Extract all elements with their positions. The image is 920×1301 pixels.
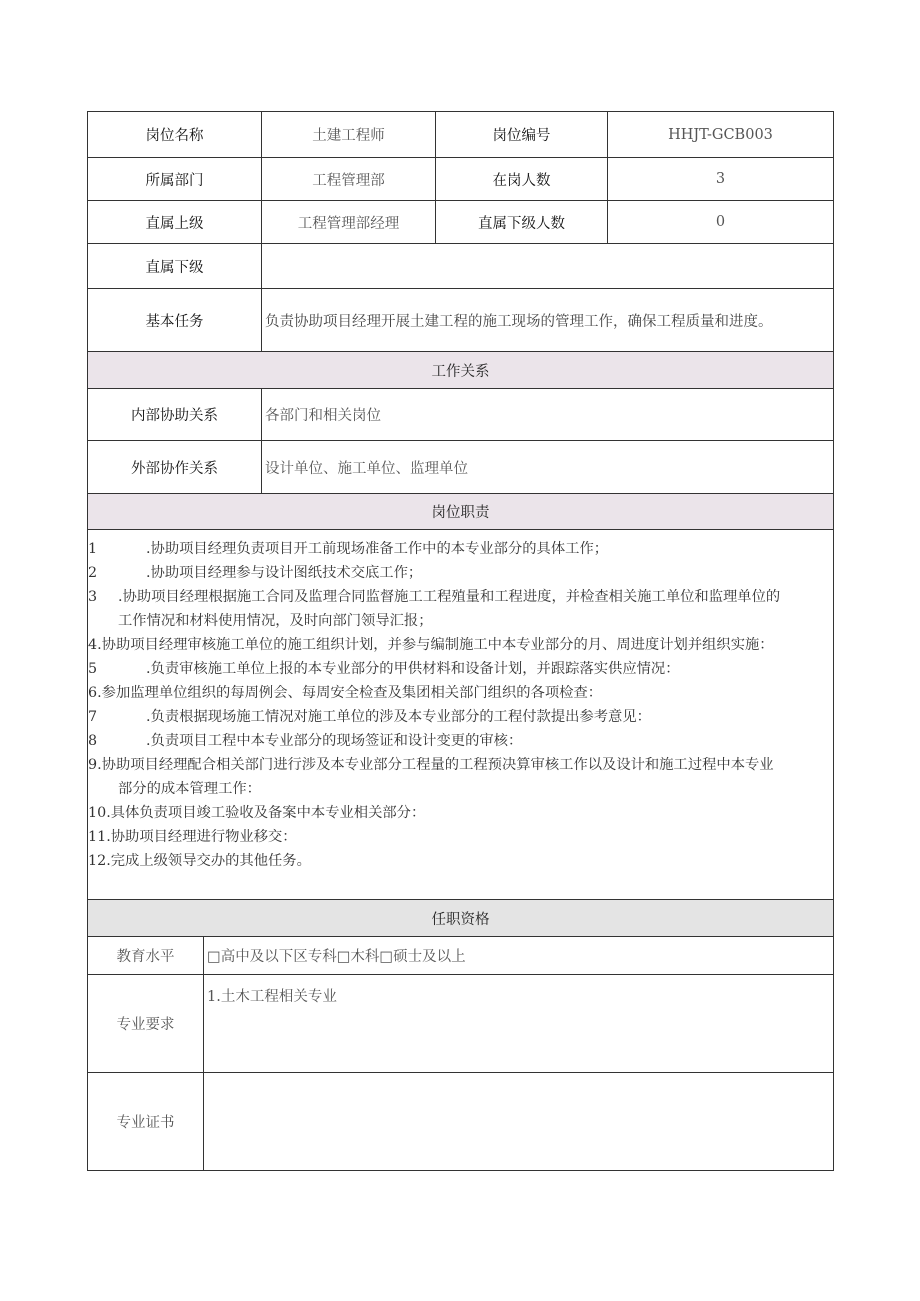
headcount-value: 3 [607,157,834,201]
duty-text: .负责项目工程中本专业部分的现场签证和设计变更的审核： [146,733,523,749]
position-name-value: 土建工程师 [261,111,436,158]
duty-item [88,681,833,705]
superior-value: 工程管理部经理 [261,200,436,244]
duty-number: 7 [88,709,98,725]
internal-relations-value: 各部门和相关岗位 [261,388,834,441]
duty-text: .协助项目经理审核施工单位的施工组织计划，并参与编制施工中本专业部分的月、周进度计划并组织实施： [97,637,774,653]
internal-relations-label: 内部协助关系 [87,388,262,441]
duty-item [88,585,833,609]
duty-number: 8 [88,733,98,749]
certificate-label: 专业证书 [87,1072,204,1171]
task-label: 基本任务 [87,288,262,352]
duty-continuation: 工作情况和材料使用情况，及时向部门领导汇报； [118,613,433,629]
position-code-value: HHJT-GCB003 [607,111,834,158]
duty-text: .完成上级领导交办的其他任务。 [106,853,311,869]
duty-item [88,537,833,561]
duty-text: .协助项目经理进行物业移交： [106,829,297,845]
duty-item [88,801,833,825]
duty-number: 4 [88,637,98,653]
duty-item [88,657,833,681]
duty-item [88,849,833,873]
duty-text: .具体负责项目竣工验收及备案中本专业相关部分： [106,805,426,821]
duty-text: .负责根据现场施工情况对施工单位的涉及本专业部分的工程付款提出参考意见： [146,709,651,725]
external-relations-label: 外部协作关系 [87,440,262,494]
duty-number: 3 [88,589,98,605]
department-value: 工程管理部 [261,157,436,201]
duty-item [88,633,833,657]
duties-list [87,529,834,900]
duty-number: 11 [88,829,107,845]
subordinate-value [261,243,834,289]
major-label: 专业要求 [87,974,204,1073]
subordinate-count-label: 直属下级人数 [435,200,608,244]
headcount-label: 在岗人数 [435,157,608,201]
duty-item [88,753,833,777]
duties-header: 岗位职责 [87,493,834,530]
duty-number: 5 [88,661,98,677]
duty-item [88,561,833,585]
duty-item [88,729,833,753]
duty-text: .参加监理单位组织的每周例会、每周安全检查及集团相关部门组织的各项检查： [97,685,603,701]
task-value: 负责协助项目经理开展土建工程的施工现场的管理工作，确保工程质量和进度。 [261,288,834,352]
superior-label: 直属上级 [87,200,262,244]
education-value: □高中及以下区专科□木科□硕士及以上 [203,936,834,975]
department-label: 所属部门 [87,157,262,201]
duty-continuation: 部分的成本管理工作： [118,781,261,797]
duty-number: 1 [88,541,98,557]
duty-number: 2 [88,565,98,581]
duty-number: 12 [88,853,107,869]
position-name-label: 岗位名称 [87,111,262,158]
duty-text: .协助项目经理负责项目开工前现场准备工作中的本专业部分的具体工作； [146,541,609,557]
qualifications-header: 任职资格 [87,899,834,937]
position-code-label: 岗位编号 [435,111,608,158]
subordinate-label: 直属下级 [87,243,262,289]
duty-text: .协助项目经理配合相关部门进行涉及本专业部分工程量的工程预决算审核工作以及设计和施工过程中本专业 [97,757,774,773]
duty-text: .协助项目经理根据施工合同及监理合同监督施工工程殖量和工程进度，并检查相关施工单位和监理单位的 [118,589,781,605]
major-value: 1.土木工程相关专业 [203,974,834,1073]
subordinate-count-value: 0 [607,200,834,244]
duty-item [88,705,833,729]
duty-number: 6 [88,685,98,701]
duty-number: 9 [88,757,98,773]
duty-item [88,825,833,849]
duty-number: 10 [88,805,107,821]
certificate-value [203,1072,834,1171]
work-relations-header: 工作关系 [87,351,834,389]
education-label: 教育水平 [87,936,204,975]
duty-text: .负责审核施工单位上报的本专业部分的甲供材料和设备计划，并跟踪落实供应情况： [146,661,680,677]
external-relations-value: 设计单位、施工单位、监理单位 [261,440,834,494]
duty-text: .协助项目经理参与设计图纸技术交底工作； [146,565,423,581]
